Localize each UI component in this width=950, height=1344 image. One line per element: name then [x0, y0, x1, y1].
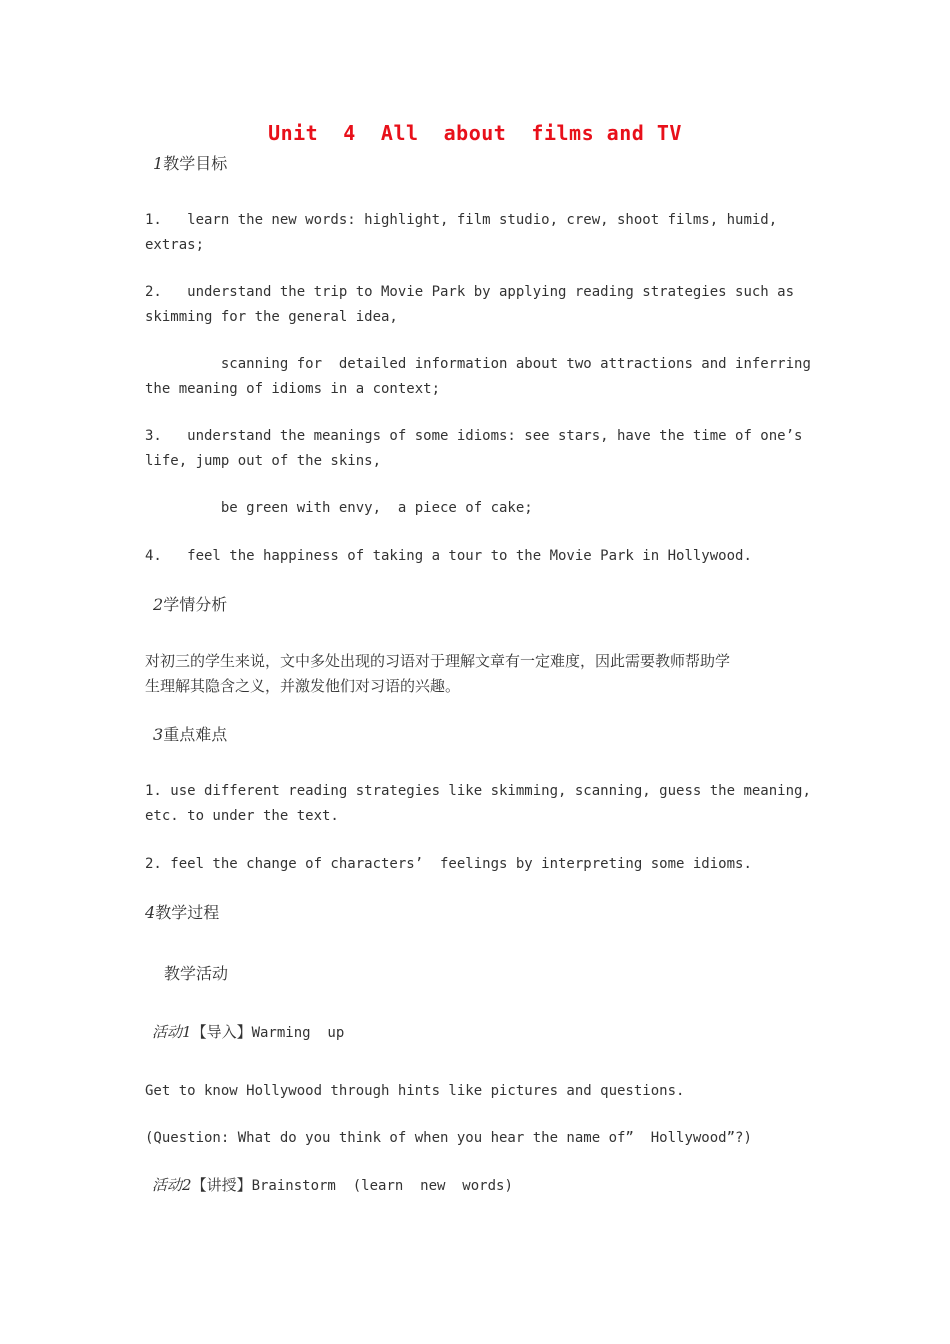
activity-1-question	[145, 1126, 815, 1151]
text-line: 2. feel the change of characters’ feelings by interpreting some idioms.	[145, 856, 752, 872]
activity-1-heading	[152, 1021, 344, 1042]
text-line: etc. to under the text.	[145, 808, 339, 824]
section-heading-key-points	[153, 722, 227, 745]
activity-label: 活动	[152, 1176, 183, 1194]
objective-item-1	[145, 208, 815, 258]
activity-2-heading	[152, 1174, 513, 1195]
activity-tag: 【导入】	[191, 1023, 252, 1041]
activity-tag: 【讲授】	[191, 1176, 252, 1194]
text-line: Get to know Hollywood through hints like pictures and questions.	[145, 1083, 685, 1099]
document-title: Unit 4 All about films and TV	[268, 121, 682, 145]
text-line: 生理解其隐含之义，并激发他们对习语的兴趣。	[145, 677, 461, 695]
activity-title: Warming up	[251, 1025, 345, 1041]
section-number: 3	[153, 725, 164, 744]
objective-item-3	[145, 424, 815, 474]
section-number: 2	[153, 595, 164, 614]
section-heading-analysis	[153, 592, 227, 615]
section-heading-objectives	[153, 151, 227, 174]
activity-number: 1	[182, 1023, 192, 1041]
key-point-item-2	[145, 852, 815, 877]
activity-1-description	[145, 1079, 815, 1104]
text-line: be green with envy, a piece of cake;	[145, 500, 533, 516]
text-line: 1. use different reading strategies like skimming, scanning, guess the meaning,	[145, 783, 811, 799]
objective-item-3-continued	[145, 496, 815, 521]
section-label: 教学目标	[163, 154, 228, 173]
activity-number: 2	[182, 1176, 192, 1194]
text-line: 4. feel the happiness of taking a tour to the Movie Park in Hollywood.	[145, 548, 752, 564]
section-number: 1	[153, 154, 164, 173]
text-line: 2. understand the trip to Movie Park by applying reading strategies such as	[145, 284, 795, 300]
objective-item-2-continued	[145, 352, 815, 402]
section-heading-process	[145, 900, 219, 923]
section-number: 4	[145, 903, 156, 922]
text-line: (Question: What do you think of when you hear the name of” Hollywood”?)	[145, 1130, 752, 1146]
objective-item-2	[145, 280, 815, 330]
activity-label: 活动	[152, 1023, 183, 1041]
text-line: extras;	[145, 237, 205, 253]
section-label: 重点难点	[163, 725, 228, 744]
teaching-activities-label: 教学活动	[164, 964, 229, 983]
activity-title: Brainstorm (learn new words)	[251, 1178, 513, 1194]
analysis-paragraph	[145, 649, 815, 699]
objective-item-4	[145, 544, 815, 569]
text-line: the meaning of idioms in a context;	[145, 381, 441, 397]
section-label: 教学过程	[155, 903, 220, 922]
text-line: skimming for the general idea,	[145, 309, 398, 325]
text-line: scanning for detailed information about two attractions and inferring	[145, 356, 811, 372]
text-line: 3. understand the meanings of some idioms: see stars, have the time of one’s	[145, 428, 803, 444]
text-line: 1. learn the new words: highlight, film studio, crew, shoot films, humid,	[145, 212, 778, 228]
text-line: life, jump out of the skins,	[145, 453, 382, 469]
text-line: 对初三的学生来说，文中多处出现的习语对于理解文章有一定难度，因此需要教师帮助学	[145, 652, 731, 670]
key-point-item-1	[145, 779, 815, 829]
section-label: 学情分析	[163, 595, 228, 614]
